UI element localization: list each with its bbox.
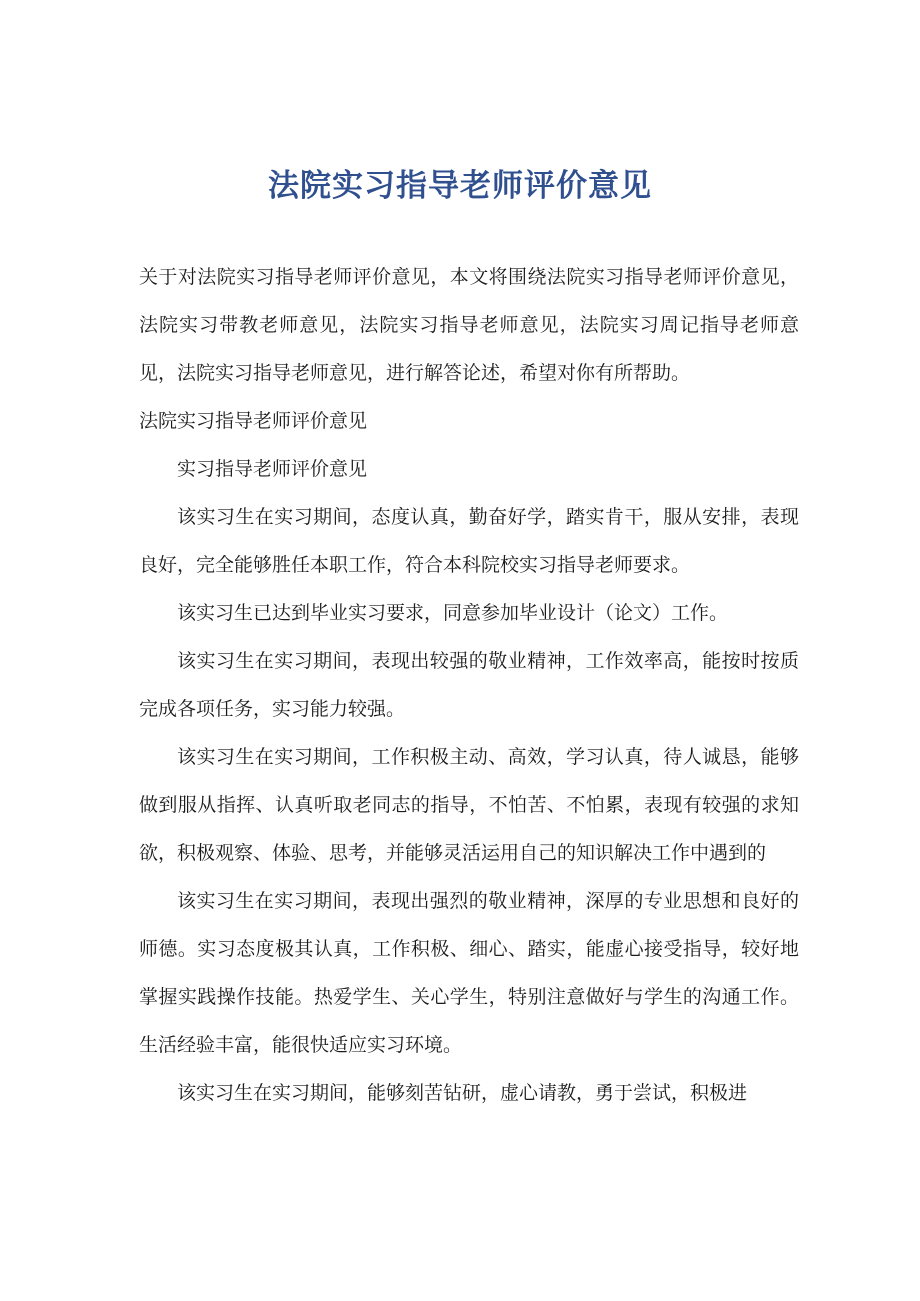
document-title: 法院实习指导老师评价意见 — [268, 168, 652, 204]
sub-heading: 实习指导老师评价意见 — [177, 458, 368, 480]
body-paragraph: 该实习生在实习期间，态度认真，勤奋好学，踏实肯干，服从安排，表现良好，完全能够胜任本职工作，符合本科院校实习指导老师要求。 — [139, 506, 799, 576]
section-heading: 法院实习指导老师评价意见 — [139, 410, 368, 432]
intro-paragraph: 关于对法院实习指导老师评价意见，本文将围绕法院实习指导老师评价意见，法院实习带教老师意见，法院实习指导老师意见，法院实习周记指导老师意见，法院实习指导老师意见，进行解答论述，希望对你有所帮助。 — [139, 266, 799, 384]
body-paragraph: 该实习生在实习期间，工作积极主动、高效，学习认真，待人诚恳，能够做到服从指挥、认真听取老同志的指导，不怕苦、不怕累，表现有较强的求知欲，积极观察、体验、思考，并能够灵活运用自己的知识解决工作中遇到的 — [139, 746, 799, 864]
body-paragraph: 该实习生在实习期间，表现出强烈的敬业精神，深厚的专业思想和良好的师德。实习态度极其认真，工作积极、细心、踏实，能虚心接受指导，较好地掌握实践操作技能。热爱学生、关心学生，特别注意做好与学生的沟通工作。生活经验丰富，能很快适应实习环境。 — [139, 890, 799, 1056]
body-paragraph: 该实习生在实习期间，能够刻苦钻研，虚心请教，勇于尝试，积极进 — [177, 1082, 748, 1104]
document-body — [139, 253, 799, 1117]
body-paragraph: 该实习生已达到毕业实习要求，同意参加毕业设计（论文）工作。 — [177, 602, 729, 624]
body-paragraph: 该实习生在实习期间，表现出较强的敬业精神，工作效率高，能按时按质完成各项任务，实习能力较强。 — [139, 650, 799, 720]
